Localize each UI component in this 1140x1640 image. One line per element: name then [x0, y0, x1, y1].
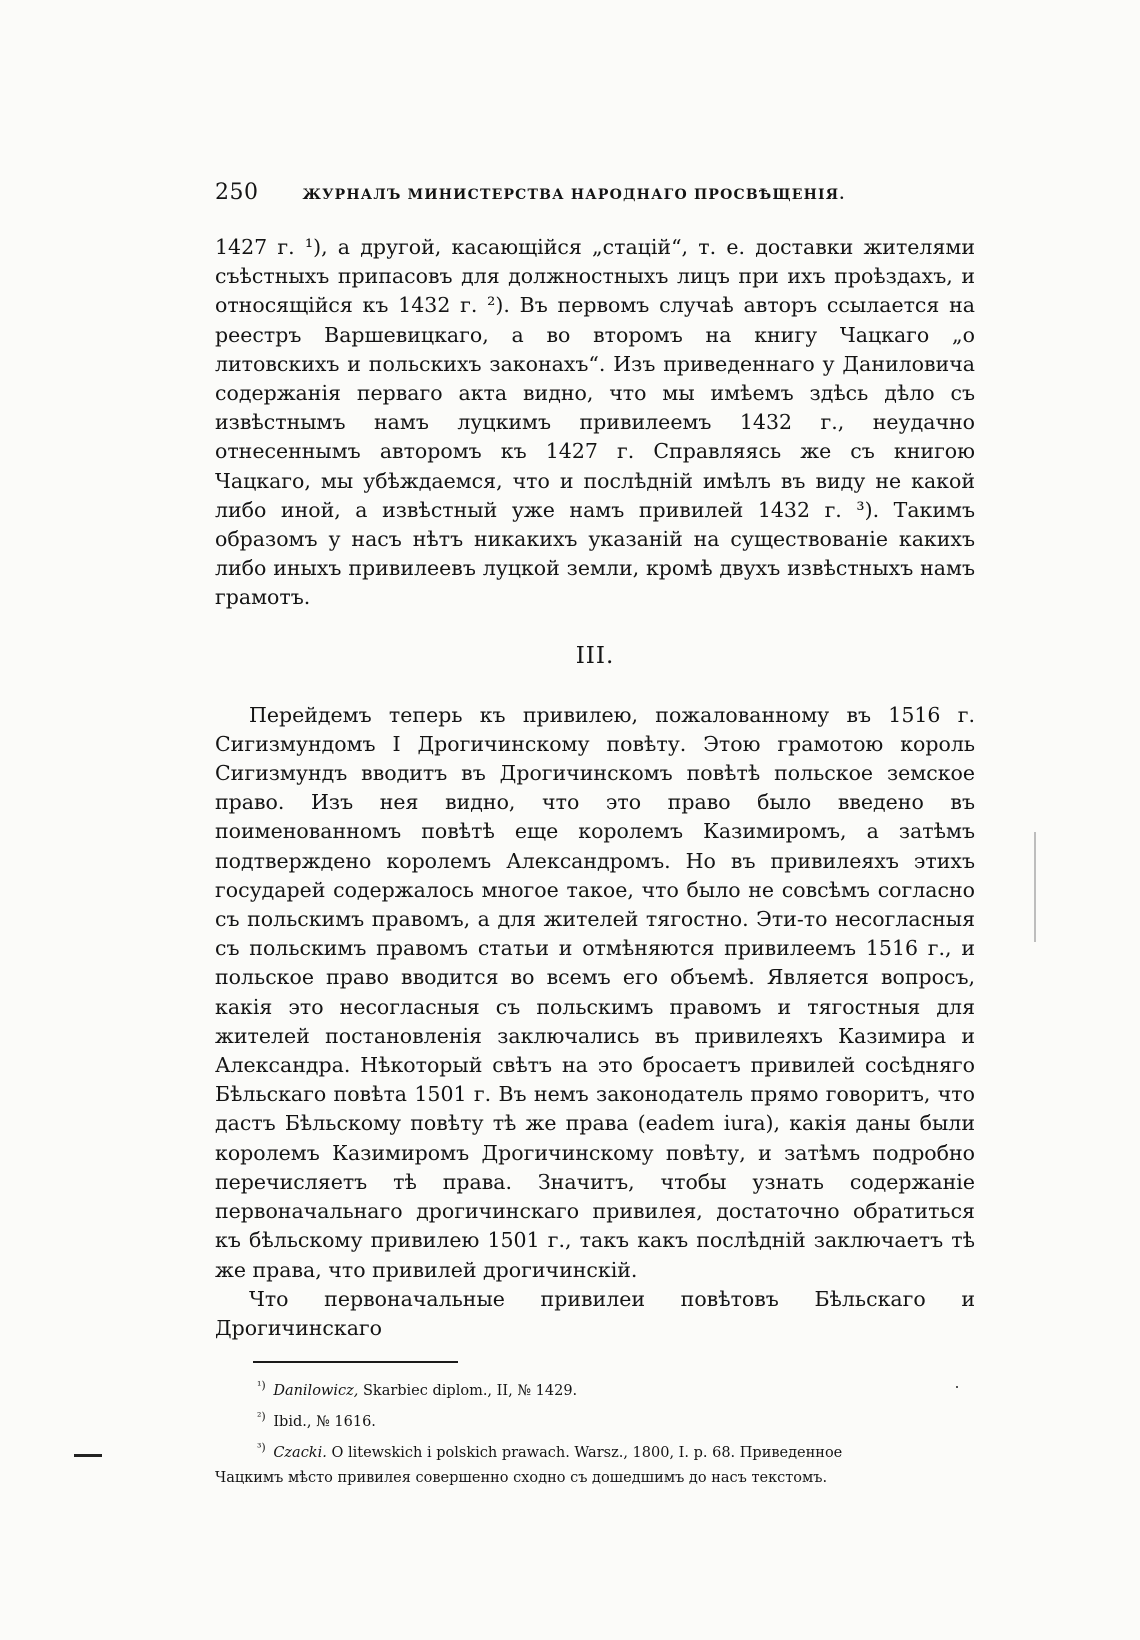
- scan-edge-mark: [74, 1454, 102, 1457]
- body-paragraph-3: Что первоначальные привилеи повѣтовъ Бѣльскаго и Дрогичинскаго: [215, 1286, 975, 1340]
- book-page: [215, 180, 975, 1491]
- section-heading: III.: [575, 642, 615, 669]
- footnote-3-continuation: Чацкимъ мѣсто привилея совершенно сходно съ дошедшимъ до насъ текстомъ.: [215, 1469, 828, 1486]
- footnote-1-mark: ¹): [257, 1379, 266, 1393]
- body-paragraph-2: Перейдемъ теперь къ привилею, пожалованному въ 1516 г. Сигизмундомъ I Дрогичинскому повѣту. Этою грамотою король Сигизмундъ вводитъ въ Дрогичинскомъ повѣтѣ польское земское право. Изъ нея видно, что это право было введено въ поименованномъ повѣтѣ еще королемъ Казимиромъ, а затѣмъ подтверждено королемъ Александромъ. Но въ привилеяхъ этихъ государей содержалось многое такое, что было не совсѣмъ согласно съ польскимъ правомъ, а для жителей тягостно. Эти-то несогласныя съ польскимъ правомъ статьи и отмѣняются привилеемъ 1516 г., и польское право вводится во всемъ его объемѣ. Является вопросъ, какія это несогласныя съ польскимъ правомъ и тягостныя для жителей постановленія заключались въ привилеяхъ Казимира и Александра. Нѣкоторый свѣтъ на это бросаетъ привилей сосѣдняго Бѣльскаго повѣта 1501 г. Въ немъ законодатель прямо говоритъ, что дастъ Бѣльскому повѣту тѣ же права (eadem iura), какія даны были королемъ Казимиромъ Дрогичинскому повѣту, и затѣмъ подробно перечисляетъ тѣ права. Значитъ, чтобы узнать содержаніе первоначальнаго дрогичинскаго привилея, достаточно обратиться къ бѣльскому привилею 1501 г., такъ какъ послѣдній заключаетъ тѣ же права, что привилей дрогичинскій.: [215, 702, 975, 1282]
- body-paragraph-1: 1427 г. ¹), а другой, касающійся „стацій“, т. е. доставки жителями съѣстныхъ припасовъ для должностныхъ лицъ при ихъ проѣздахъ, и относящійся къ 1432 г. ²). Въ первомъ случаѣ авторъ ссылается на реестръ Варшевицкаго, а во второмъ на книгу Чацкаго „о литовскихъ и польскихъ законахъ“. Изъ приведеннаго у Даниловича содержанія перваго акта видно, что мы имѣемъ здѣсь дѣло съ извѣстнымъ намъ луцкимъ привилеемъ 1432 г., неудачно отнесеннымъ авторомъ къ 1427 г. Справляясь же съ книгою Чацкаго, мы убѣждаемся, что и послѣдній имѣлъ въ виду не какой либо иной, а извѣстный уже намъ привилей 1432 г. ³). Такимъ образомъ у насъ нѣтъ никакихъ указаній на существованіе какихъ либо иныхъ привилеевъ луцкой земли, кромѣ двухъ извѣстныхъ намъ грамотъ.: [215, 235, 975, 610]
- footnote-3-text: O litewskich i polskich prawach. Warsz., 1800, I. p. 68. Приведенное: [331, 1444, 843, 1461]
- footnote-1: [215, 1373, 975, 1404]
- footnote-3-author: Czacki.: [273, 1444, 327, 1461]
- scan-speck: [956, 1386, 958, 1388]
- footnote-1-author: Danilowicz,: [273, 1382, 359, 1399]
- scan-margin-line: [1034, 832, 1036, 942]
- footnote-2: [215, 1404, 975, 1435]
- footnote-1-text: Skarbiec diplom., II, № 1429.: [362, 1382, 578, 1399]
- page-number: 250: [215, 180, 259, 205]
- footnote-3-mark: ³): [257, 1440, 266, 1454]
- footnote-3: [215, 1435, 975, 1466]
- footnote-2-mark: ²): [257, 1409, 266, 1423]
- journal-title: ЖУРНАЛЪ МИНИСТЕРСТВА НАРОДНАГО ПРОСВѢЩЕНІЯ.: [302, 187, 846, 203]
- footnote-2-text: Ibid., № 1616.: [273, 1413, 376, 1430]
- footnote-rule: [253, 1361, 458, 1363]
- running-head: [215, 180, 975, 205]
